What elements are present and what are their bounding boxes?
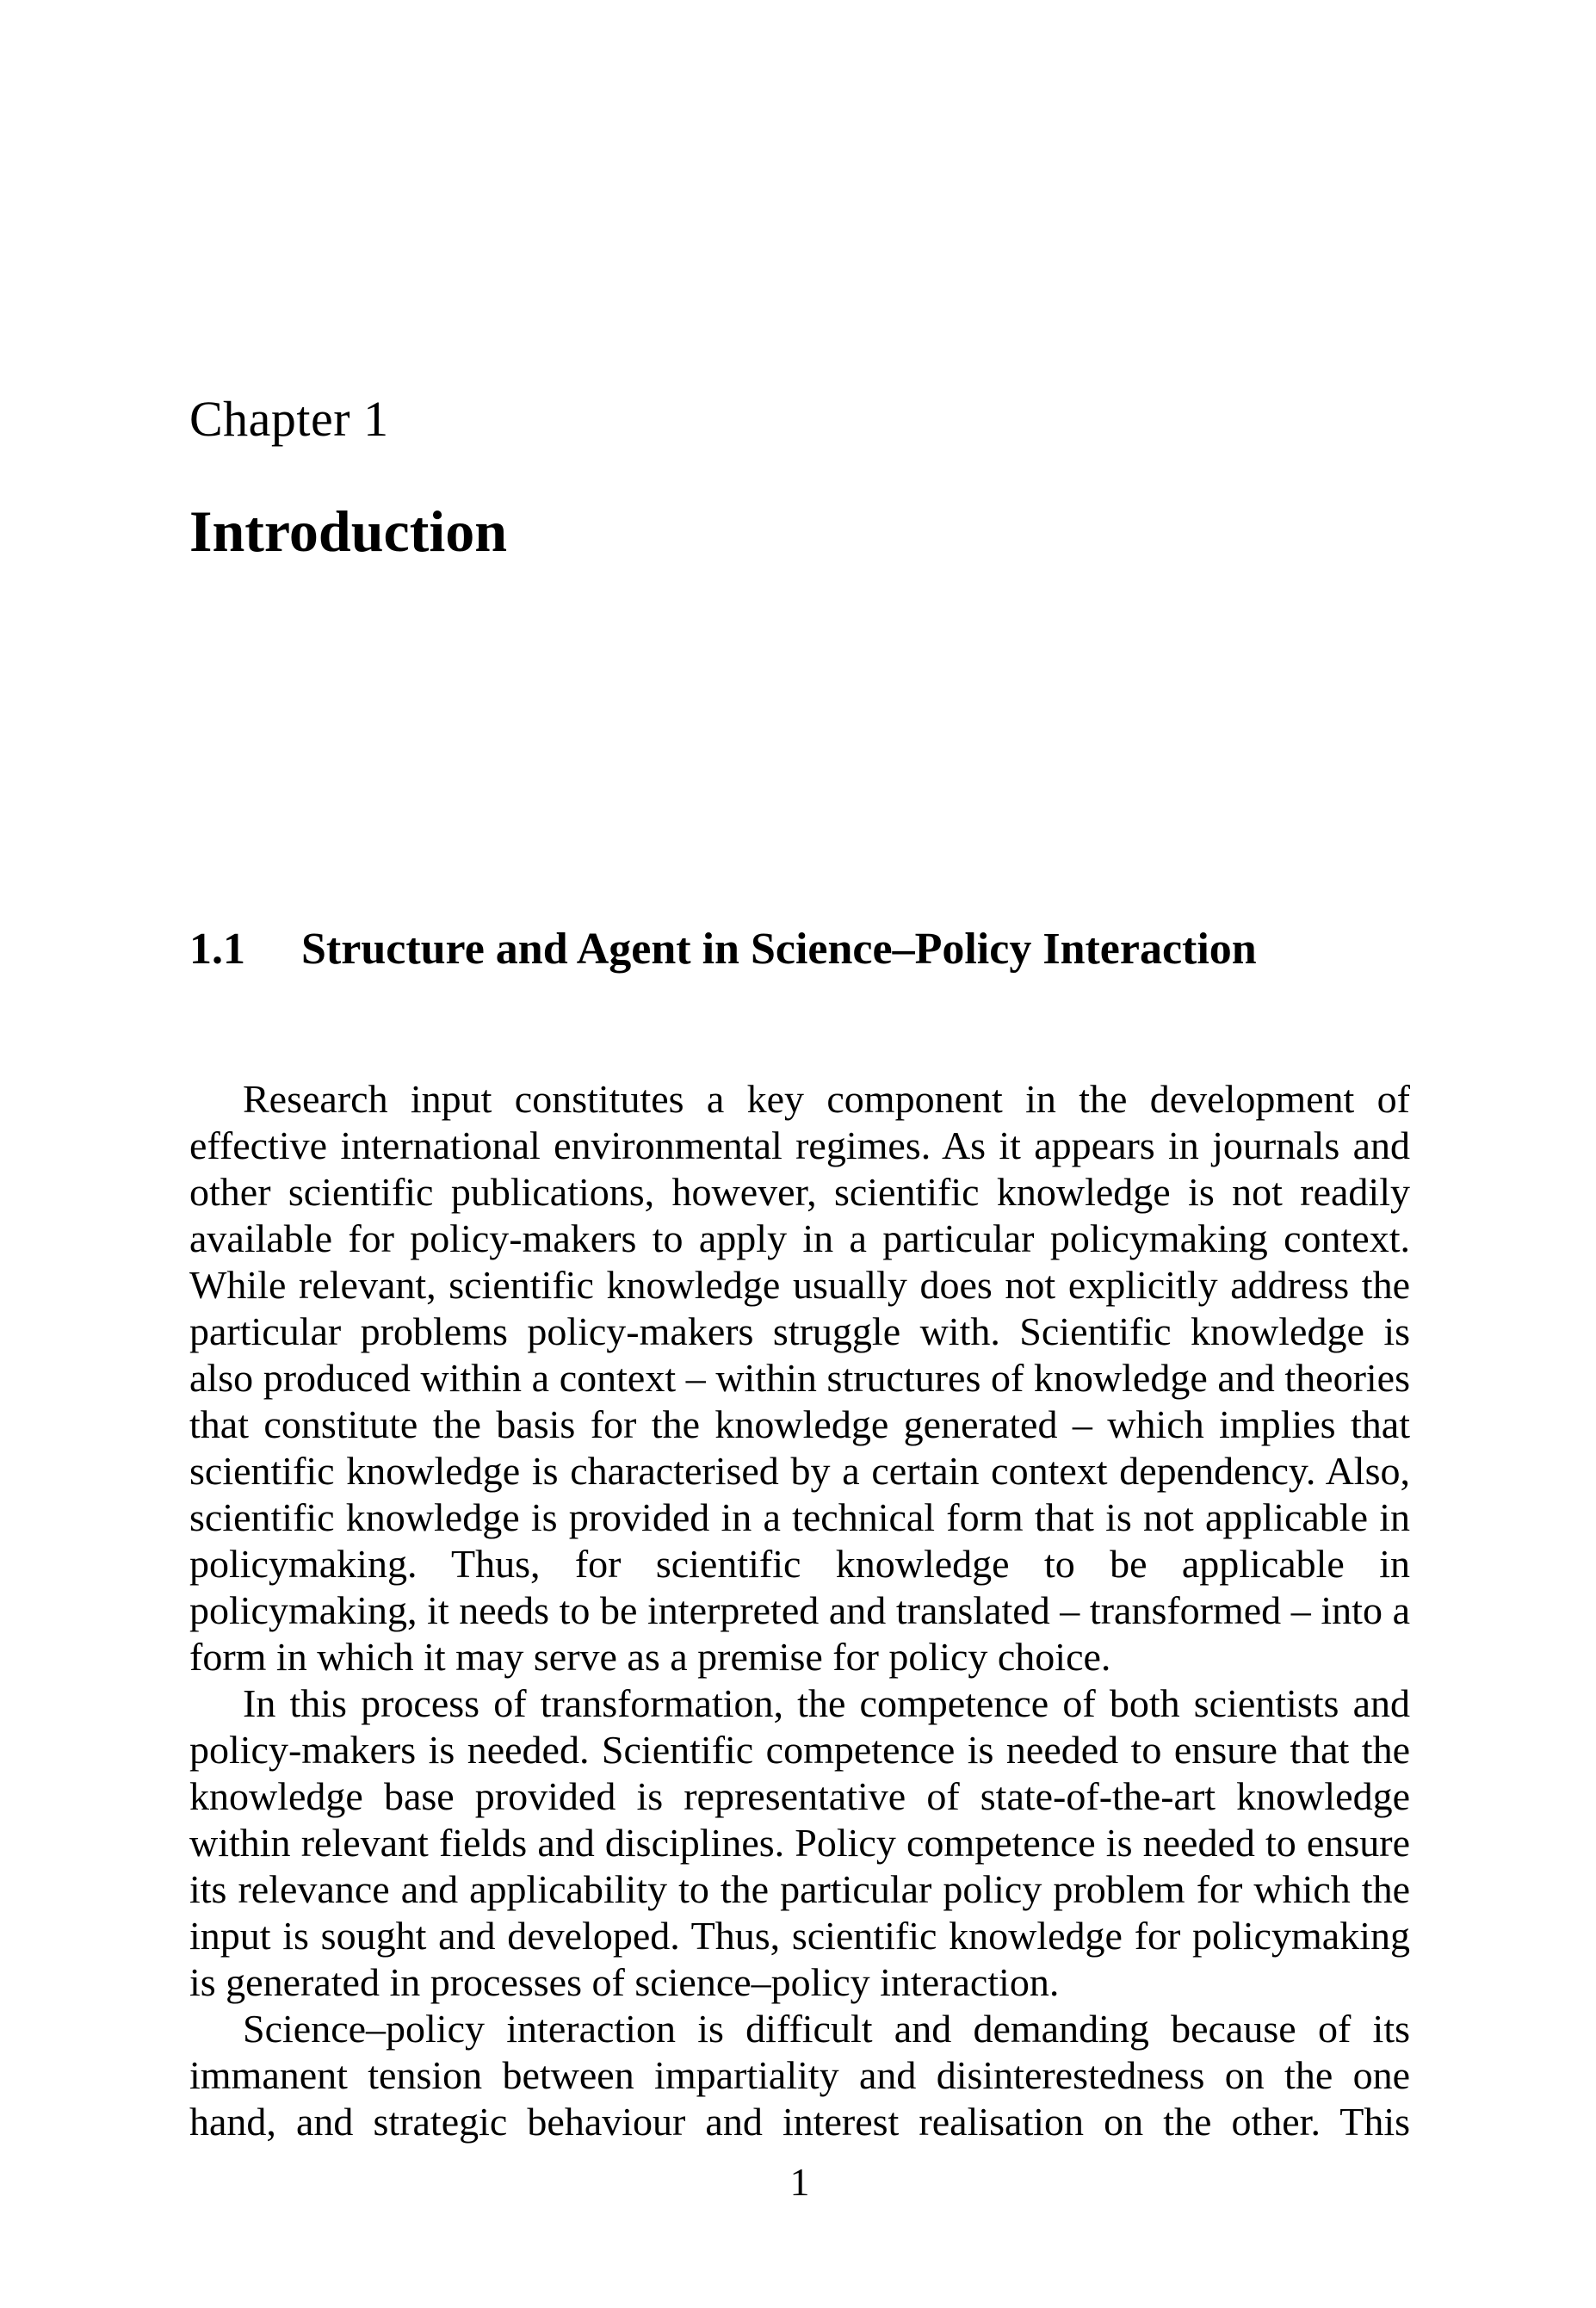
section-heading [189, 924, 1410, 975]
body-text [189, 1076, 1410, 2145]
paragraph-3: Science–policy interaction is difficult and demanding because of its immanent tension between impartiality and disinterestedness on the one hand, and strategic behaviour and interest realisation on the other. This [189, 2007, 1410, 2144]
section-title: Structure and Agent in Science–Policy Interaction [301, 925, 1257, 974]
page-number: 1 [789, 2160, 810, 2204]
paragraph-2: In this process of transformation, the competence of both scientists and policy-makers is needed. Scientific competence is needed to ensure that the knowledge base provided is representative of state-of-the-art knowledge within relevant fields and disciplines. Policy competence is needed to ensure its relevance and applicability to the particular policy problem for which the input is sought and developed. Thus, scientific knowledge for policymaking is generated in processes of science–policy interaction. [189, 1681, 1410, 2004]
section-number: 1.1 [189, 925, 245, 974]
chapter-title: Introduction [189, 498, 508, 564]
paragraph-1: Research input constitutes a key component in the development of effective international environmental regimes. As it appears in journals and other scientific publications, however, scientific knowledge is not readily available for policy-makers to apply in a particular policymaking context. While relevant, scientific knowledge usually does not explicitly address the particular problems policy-makers struggle with. Scientific knowledge is also produced within a context – within structures of knowledge and theories that constitute the basis for the knowledge generated – which implies that scientific knowledge is characterised by a certain context dependency. Also, scientific knowledge is provided in a technical form that is not applicable in policymaking. Thus, for scientific knowledge to be applicable in policymaking, it needs to be interpreted and translated – transformed – into a form in which it may serve as a premise for policy choice. [189, 1077, 1410, 1679]
chapter-label: Chapter 1 [189, 391, 389, 447]
